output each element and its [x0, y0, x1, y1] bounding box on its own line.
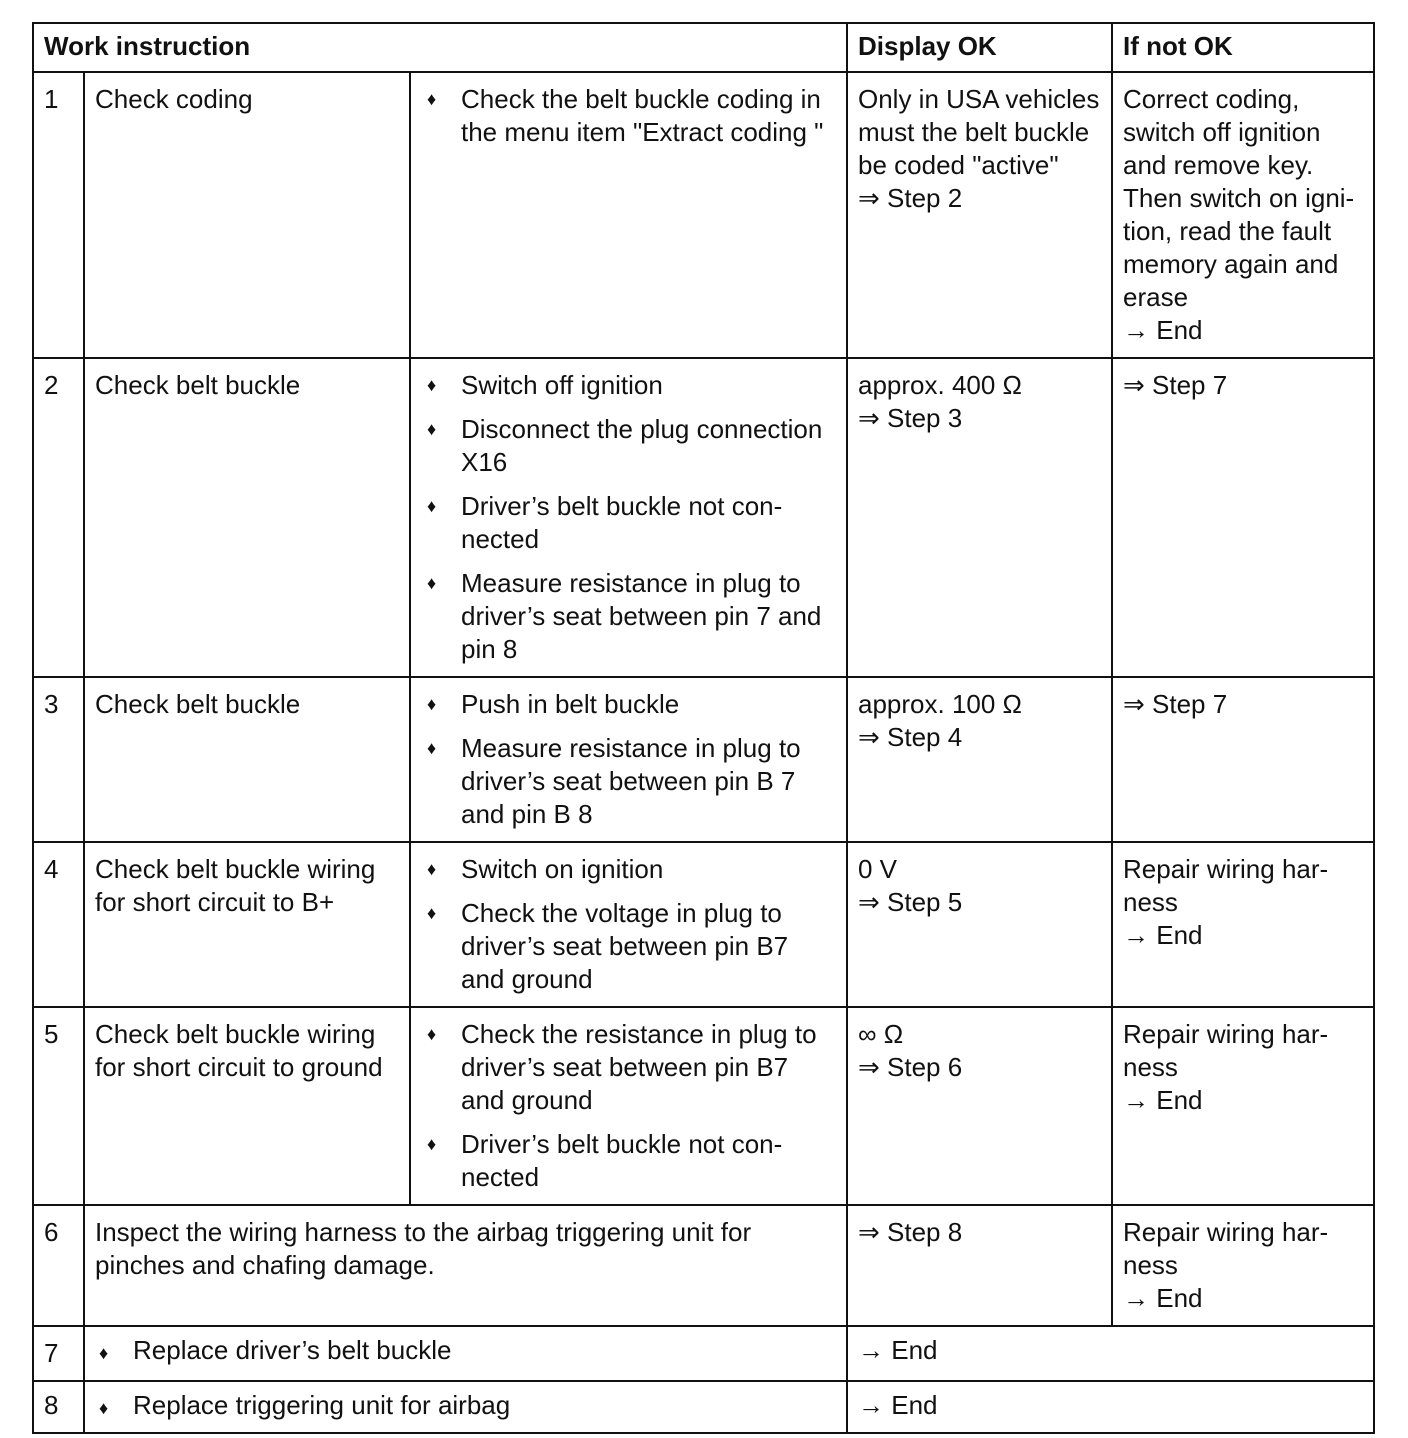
bullet-icon: ♦: [427, 375, 437, 395]
instruction-item: ♦ Check the voltage in plug to driver’s seat between pin B7 and ground: [427, 898, 789, 994]
instruction-item: ♦ Switch off ignition: [427, 370, 663, 400]
table-row: [33, 1326, 1374, 1381]
instruction-item: ♦ Push in belt buckle: [427, 689, 680, 719]
bullet-icon: ♦: [427, 496, 437, 516]
display-ok-cell: ∞ Ω ⇒ Step 6: [847, 1007, 1112, 1205]
step-number: 8: [33, 1381, 84, 1433]
table-row: [33, 677, 1374, 842]
table-row: [33, 1205, 1374, 1326]
instruction-item: ♦ Switch on ignition: [427, 854, 664, 884]
table-row: [33, 358, 1374, 677]
header-row: [33, 23, 1374, 72]
step-number: 7: [33, 1326, 84, 1381]
if-not-ok-cell: Repair wiring har-ness → End: [1112, 1007, 1374, 1205]
bullet-icon: ♦: [427, 903, 437, 923]
table-row: [33, 1007, 1374, 1205]
step-label: Check belt buckle wiring for short circuit to ground: [84, 1007, 410, 1205]
header-display-ok: Display OK: [847, 23, 1112, 72]
step-action: ♦ Replace triggering unit for airbag: [84, 1381, 847, 1433]
step-label: Check belt buckle: [84, 358, 410, 677]
step-instruction-text: Inspect the wiring harness to the airbag triggering unit for pinches and chafing damage.: [84, 1205, 847, 1326]
bullet-icon: ♦: [427, 1134, 437, 1154]
step-number: 4: [33, 842, 84, 1007]
if-not-ok-cell: Repair wiring har-ness → End: [1112, 1205, 1374, 1326]
table-row: [33, 1381, 1374, 1433]
step-number: 3: [33, 677, 84, 842]
if-not-ok-cell: ⇒ Step 7: [1112, 358, 1374, 677]
step-instructions: [410, 677, 847, 842]
step-instructions: [410, 72, 847, 358]
display-ok-cell: approx. 100 Ω ⇒ Step 4: [847, 677, 1112, 842]
instruction-item: ♦ Driver’s belt buckle not con-nected: [427, 491, 783, 554]
step-instructions: [410, 358, 847, 677]
bullet-icon: ♦: [427, 89, 437, 109]
if-not-ok-cell: ⇒ Step 7: [1112, 677, 1374, 842]
step-number: 6: [33, 1205, 84, 1326]
bullet-icon: ♦: [427, 859, 437, 879]
table-row: [33, 842, 1374, 1007]
if-not-ok-cell: Repair wiring har-ness → End: [1112, 842, 1374, 1007]
bullet-icon: ♦: [427, 1024, 437, 1044]
table-row: [33, 72, 1374, 358]
instruction-item: ♦ Check the belt buckle coding in the menu item "Extract coding ": [427, 84, 824, 147]
display-ok-cell: ⇒ Step 8: [847, 1205, 1112, 1326]
header-if-not-ok: If not OK: [1112, 23, 1374, 72]
step-number: 1: [33, 72, 84, 358]
instruction-item: ♦ Measure resistance in plug to driver’s seat between pin 7 and pin 8: [427, 568, 822, 664]
bullet-icon: ♦: [427, 419, 437, 439]
step-label: Check coding: [84, 72, 410, 358]
step-result: → End: [847, 1381, 1374, 1433]
if-not-ok-cell: Correct coding, switch off ignition and remove key. Then switch on igni-tion, read the fault memory again and erase → End: [1112, 72, 1374, 358]
work-instruction-table: [32, 22, 1375, 1434]
instruction-item: ♦ Driver’s belt buckle not con-nected: [427, 1129, 783, 1192]
step-instructions: [410, 842, 847, 1007]
step-number: 2: [33, 358, 84, 677]
display-ok-cell: approx. 400 Ω ⇒ Step 3: [847, 358, 1112, 677]
step-label: Check belt buckle wiring for short circuit to B+: [84, 842, 410, 1007]
header-work-instruction: Work instruction: [33, 23, 847, 72]
step-label: Check belt buckle: [84, 677, 410, 842]
bullet-icon: ♦: [427, 694, 437, 714]
display-ok-cell: Only in USA vehicles must the belt buckle be coded "active" ⇒ Step 2: [847, 72, 1112, 358]
bullet-icon: ♦: [427, 573, 437, 593]
bullet-icon: ♦: [427, 738, 437, 758]
display-ok-cell: 0 V ⇒ Step 5: [847, 842, 1112, 1007]
bullet-icon: ♦: [99, 1343, 109, 1363]
bullet-icon: ♦: [99, 1398, 109, 1418]
step-number: 5: [33, 1007, 84, 1205]
instruction-item: ♦ Disconnect the plug connection X16: [427, 414, 823, 477]
instruction-item: ♦ Measure resistance in plug to driver’s seat between pin B 7 and pin B 8: [427, 733, 801, 829]
instruction-item: ♦ Check the resistance in plug to driver’s seat between pin B7 and ground: [427, 1019, 817, 1115]
step-action: ♦ Replace driver’s belt buckle: [84, 1326, 847, 1381]
step-instructions: [410, 1007, 847, 1205]
step-result: → End: [847, 1326, 1374, 1381]
